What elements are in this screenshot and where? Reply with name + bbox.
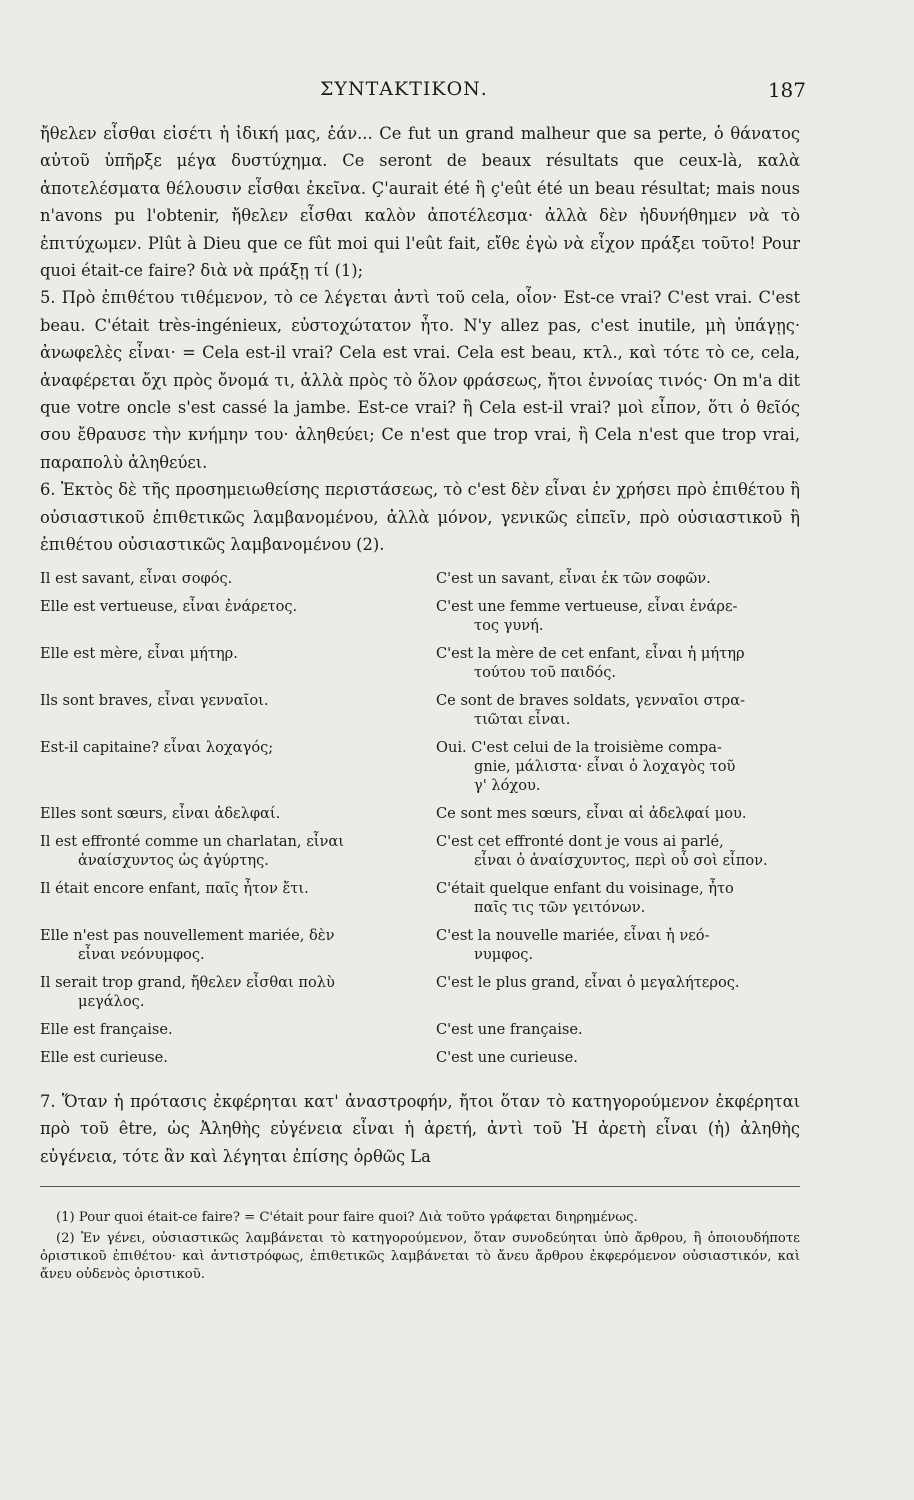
paragraph-6: 6. Ἐκτὸς δὲ τῆς προσημειωθείσης περιστάσεως, τὸ c'est δὲν εἶναι ἐν χρήσει πρὸ ἐπιθέτου ἢ οὐσιαστικοῦ ἐπιθετικῶς λαμβανομένου, ἀλλὰ μόνον, γενικῶς εἰπεῖν, πρὸ οὐσιαστικοῦ ἢ ἐπιθέτου οὐσιαστικῶς λαμβανομένου (2). [40, 480, 800, 555]
example-line: Ce sont mes sœurs, εἶναι αἱ ἀδελφαί μου. [436, 804, 747, 822]
example-line: Ce sont de braves soldats, γενναῖοι στρα- [436, 691, 746, 709]
example-left [40, 926, 436, 973]
example-right [436, 879, 800, 926]
example-line: Il était encore enfant, παῖς ἦτον ἔτι. [40, 879, 309, 897]
example-line: ἀναίσχυντος ὡς ἀγύρτης. [78, 851, 269, 869]
example-line: μεγάλος. [78, 992, 145, 1010]
example-right [436, 926, 800, 973]
example-right [436, 973, 800, 1020]
example-line: Elles sont sœurs, εἶναι ἀδελφαί. [40, 804, 281, 822]
example-line: C'est une curieuse. [436, 1048, 578, 1066]
example-row [40, 738, 800, 804]
footnote-1: (1) Pour quoi était-ce faire? = C'était pour faire quoi? Διὰ τοῦτο γράφεται διηρημένως. [56, 1210, 638, 1226]
example-line: τιῶται εἶναι. [474, 710, 571, 728]
example-right [436, 804, 800, 832]
example-left [40, 1048, 436, 1076]
example-row [40, 1048, 800, 1076]
example-row [40, 832, 800, 879]
paragraph-continuation: ἤθελεν εἶσθαι εἰσέτι ἡ ἰδική μας, ἐάν... Ce fut un grand malheur que sa perte, ὁ θάνατος αὐτοῦ ὑπῆρξε μέγα δυστύχημα. Ce seront de beaux résultats que ceux-là, καλὰ ἀποτελέσματα θέλουσιν εἶσθαι ἐκεῖνα. Ç'aurait été ἢ ç'eût été un beau résultat; mais nous n'avons pu l'obtenir, ἤθελεν εἶσθαι καλὸν ἀποτέλεσμα· ἀλλὰ δὲν ἠδυνήθημεν νὰ τὸ ἐπιτύχωμεν. Plût à Dieu que ce fût moi qui l'eût fait, εἴθε ἐγὼ νὰ εἶχον πράξει τοῦτο! Pour quoi était-ce faire? διὰ νὰ πράξῃ τί (1); [40, 124, 800, 281]
example-line: C'est la nouvelle mariée, εἶναι ἡ νεό- [436, 926, 710, 944]
example-left [40, 1020, 436, 1048]
example-line: Elle est curieuse. [40, 1048, 168, 1066]
examples-table [40, 569, 800, 1076]
example-right [436, 569, 800, 597]
example-row [40, 1020, 800, 1048]
example-line: Elle n'est pas nouvellement mariée, δὲν [40, 926, 335, 944]
example-left [40, 569, 436, 597]
example-left [40, 804, 436, 832]
example-left [40, 597, 436, 644]
example-row [40, 926, 800, 973]
example-line: C'est cet effronté dont je vous ai parlé, [436, 832, 724, 850]
example-left [40, 879, 436, 926]
example-line: Il serait trop grand, ἤθελεν εἶσθαι πολὺ [40, 973, 335, 991]
example-left [40, 644, 436, 691]
example-line: Ils sont braves, εἶναι γενναῖοι. [40, 691, 269, 709]
example-line: C'est une française. [436, 1020, 583, 1038]
example-line: νυμφος. [474, 945, 534, 963]
example-row [40, 973, 800, 1020]
example-right [436, 832, 800, 879]
example-row [40, 569, 800, 597]
example-line: εἶναι ὁ ἀναίσχυντος, περὶ οὗ σοὶ εἶπον. [474, 851, 768, 869]
example-row [40, 804, 800, 832]
example-right [436, 1048, 800, 1076]
example-line: τος γυνή. [474, 616, 544, 634]
example-right [436, 691, 800, 738]
footnotes [40, 1209, 800, 1284]
body-text [40, 120, 800, 559]
example-row [40, 879, 800, 926]
example-line: C'était quelque enfant du voisinage, ἦτο [436, 879, 734, 897]
example-left [40, 973, 436, 1020]
example-left [40, 832, 436, 879]
example-right [436, 1020, 800, 1048]
example-line: παῖς τις τῶν γειτόνων. [474, 898, 646, 916]
example-line: C'est une femme vertueuse, εἶναι ἐνάρε- [436, 597, 738, 615]
footnote-2: (2) Ἐν γένει, οὐσιαστικῶς λαμβάνεται τὸ κατηγορούμενον, ὅταν συνοδεύηται ὑπὸ ἄρθρου, ἢ ὁποιουδήποτε ὁριστικοῦ ἐπιθέτου· καὶ ἀντιστρόφως, ἐπιθετικῶς λαμβάνεται τὸ ἄνευ ἄρθρου ἐκφερόμενον οὐσιαστικόν, καὶ ἄνευ οὐδενὸς ὁριστικοῦ. [40, 1231, 800, 1283]
example-line: Il est effronté comme un charlatan, εἶναι [40, 832, 344, 850]
example-line: Elle est vertueuse, εἶναι ἐνάρετος. [40, 597, 298, 615]
example-line: Oui. C'est celui de la troisième compa- [436, 738, 722, 756]
example-line: Il est savant, εἶναι σοφός. [40, 569, 233, 587]
example-left [40, 738, 436, 804]
example-line: Elle est mère, εἶναι μήτηρ. [40, 644, 238, 662]
example-right [436, 738, 800, 804]
example-right [436, 597, 800, 644]
example-right [436, 644, 800, 691]
example-row [40, 597, 800, 644]
example-line: γ' λόχου. [474, 776, 541, 794]
example-left [40, 691, 436, 738]
book-page [40, 78, 806, 1287]
page-number: 187 [767, 78, 806, 102]
running-title: ΣΥΝΤΑΚΤΙΚΟΝ. [320, 78, 488, 100]
example-row [40, 691, 800, 738]
example-line: εἶναι νεόνυμφος. [78, 945, 205, 963]
footnote-divider [40, 1186, 800, 1187]
example-line: τούτου τοῦ παιδός. [474, 663, 617, 681]
paragraph-7: 7. Ὅταν ἡ πρότασις ἐκφέρηται κατ' ἀναστροφήν, ἤτοι ὅταν τὸ κατηγορούμενον ἐκφέρηται πρὸ τοῦ être, ὡς Ἀληθὴς εὐγένεια εἶναι ἡ ἀρετή, ἀντὶ τοῦ Ἡ ἀρετὴ εἶναι (ἡ) ἀληθὴς εὐγένεια, τότε ἂν καὶ λέγηται ἐπίσης ὀρθῶς La [40, 1091, 800, 1166]
page-header [40, 78, 806, 108]
paragraph-5: 5. Πρὸ ἐπιθέτου τιθέμενον, τὸ ce λέγεται ἀντὶ τοῦ cela, οἷον· Est-ce vrai? C'est vrai. C'est beau. C'était très-ingénieux, εὐστοχώτατον ἦτο. N'y allez pas, c'est inutile, μὴ ὑπάγῃς· ἀνωφελὲς εἶναι· = Cela est-il vrai? Cela est vrai. Cela est beau, κτλ., καὶ τότε τὸ ce, cela, ἀναφέρεται ὄχι πρὸς ὄνομά τι, ἀλλὰ πρὸς τὸ ὅλον φράσεως, ἤτοι ἐννοίας τινός· On m'a dit que votre oncle s'est cassé la jambe. Est-ce vrai? ἢ Cela est-il vrai? μοὶ εἶπον, ὅτι ὁ θεῖός σου ἔθραυσε τὴν κνήμην του· ἀληθεύει; Ce n'est que trop vrai, ἢ Cela n'est que trop vrai, παραπολὺ ἀληθεύει. [40, 288, 800, 472]
example-line: Est-il capitaine? εἶναι λοχαγός; [40, 738, 274, 756]
example-row [40, 644, 800, 691]
example-line: C'est le plus grand, εἶναι ὁ μεγαλήτερος. [436, 973, 740, 991]
example-line: Elle est française. [40, 1020, 173, 1038]
example-line: C'est un savant, εἶναι ἐκ τῶν σοφῶν. [436, 569, 711, 587]
example-line: C'est la mère de cet enfant, εἶναι ἡ μήτηρ [436, 644, 745, 662]
example-line: gnie, μάλιστα· εἶναι ὁ λοχαγὸς τοῦ [474, 757, 736, 775]
